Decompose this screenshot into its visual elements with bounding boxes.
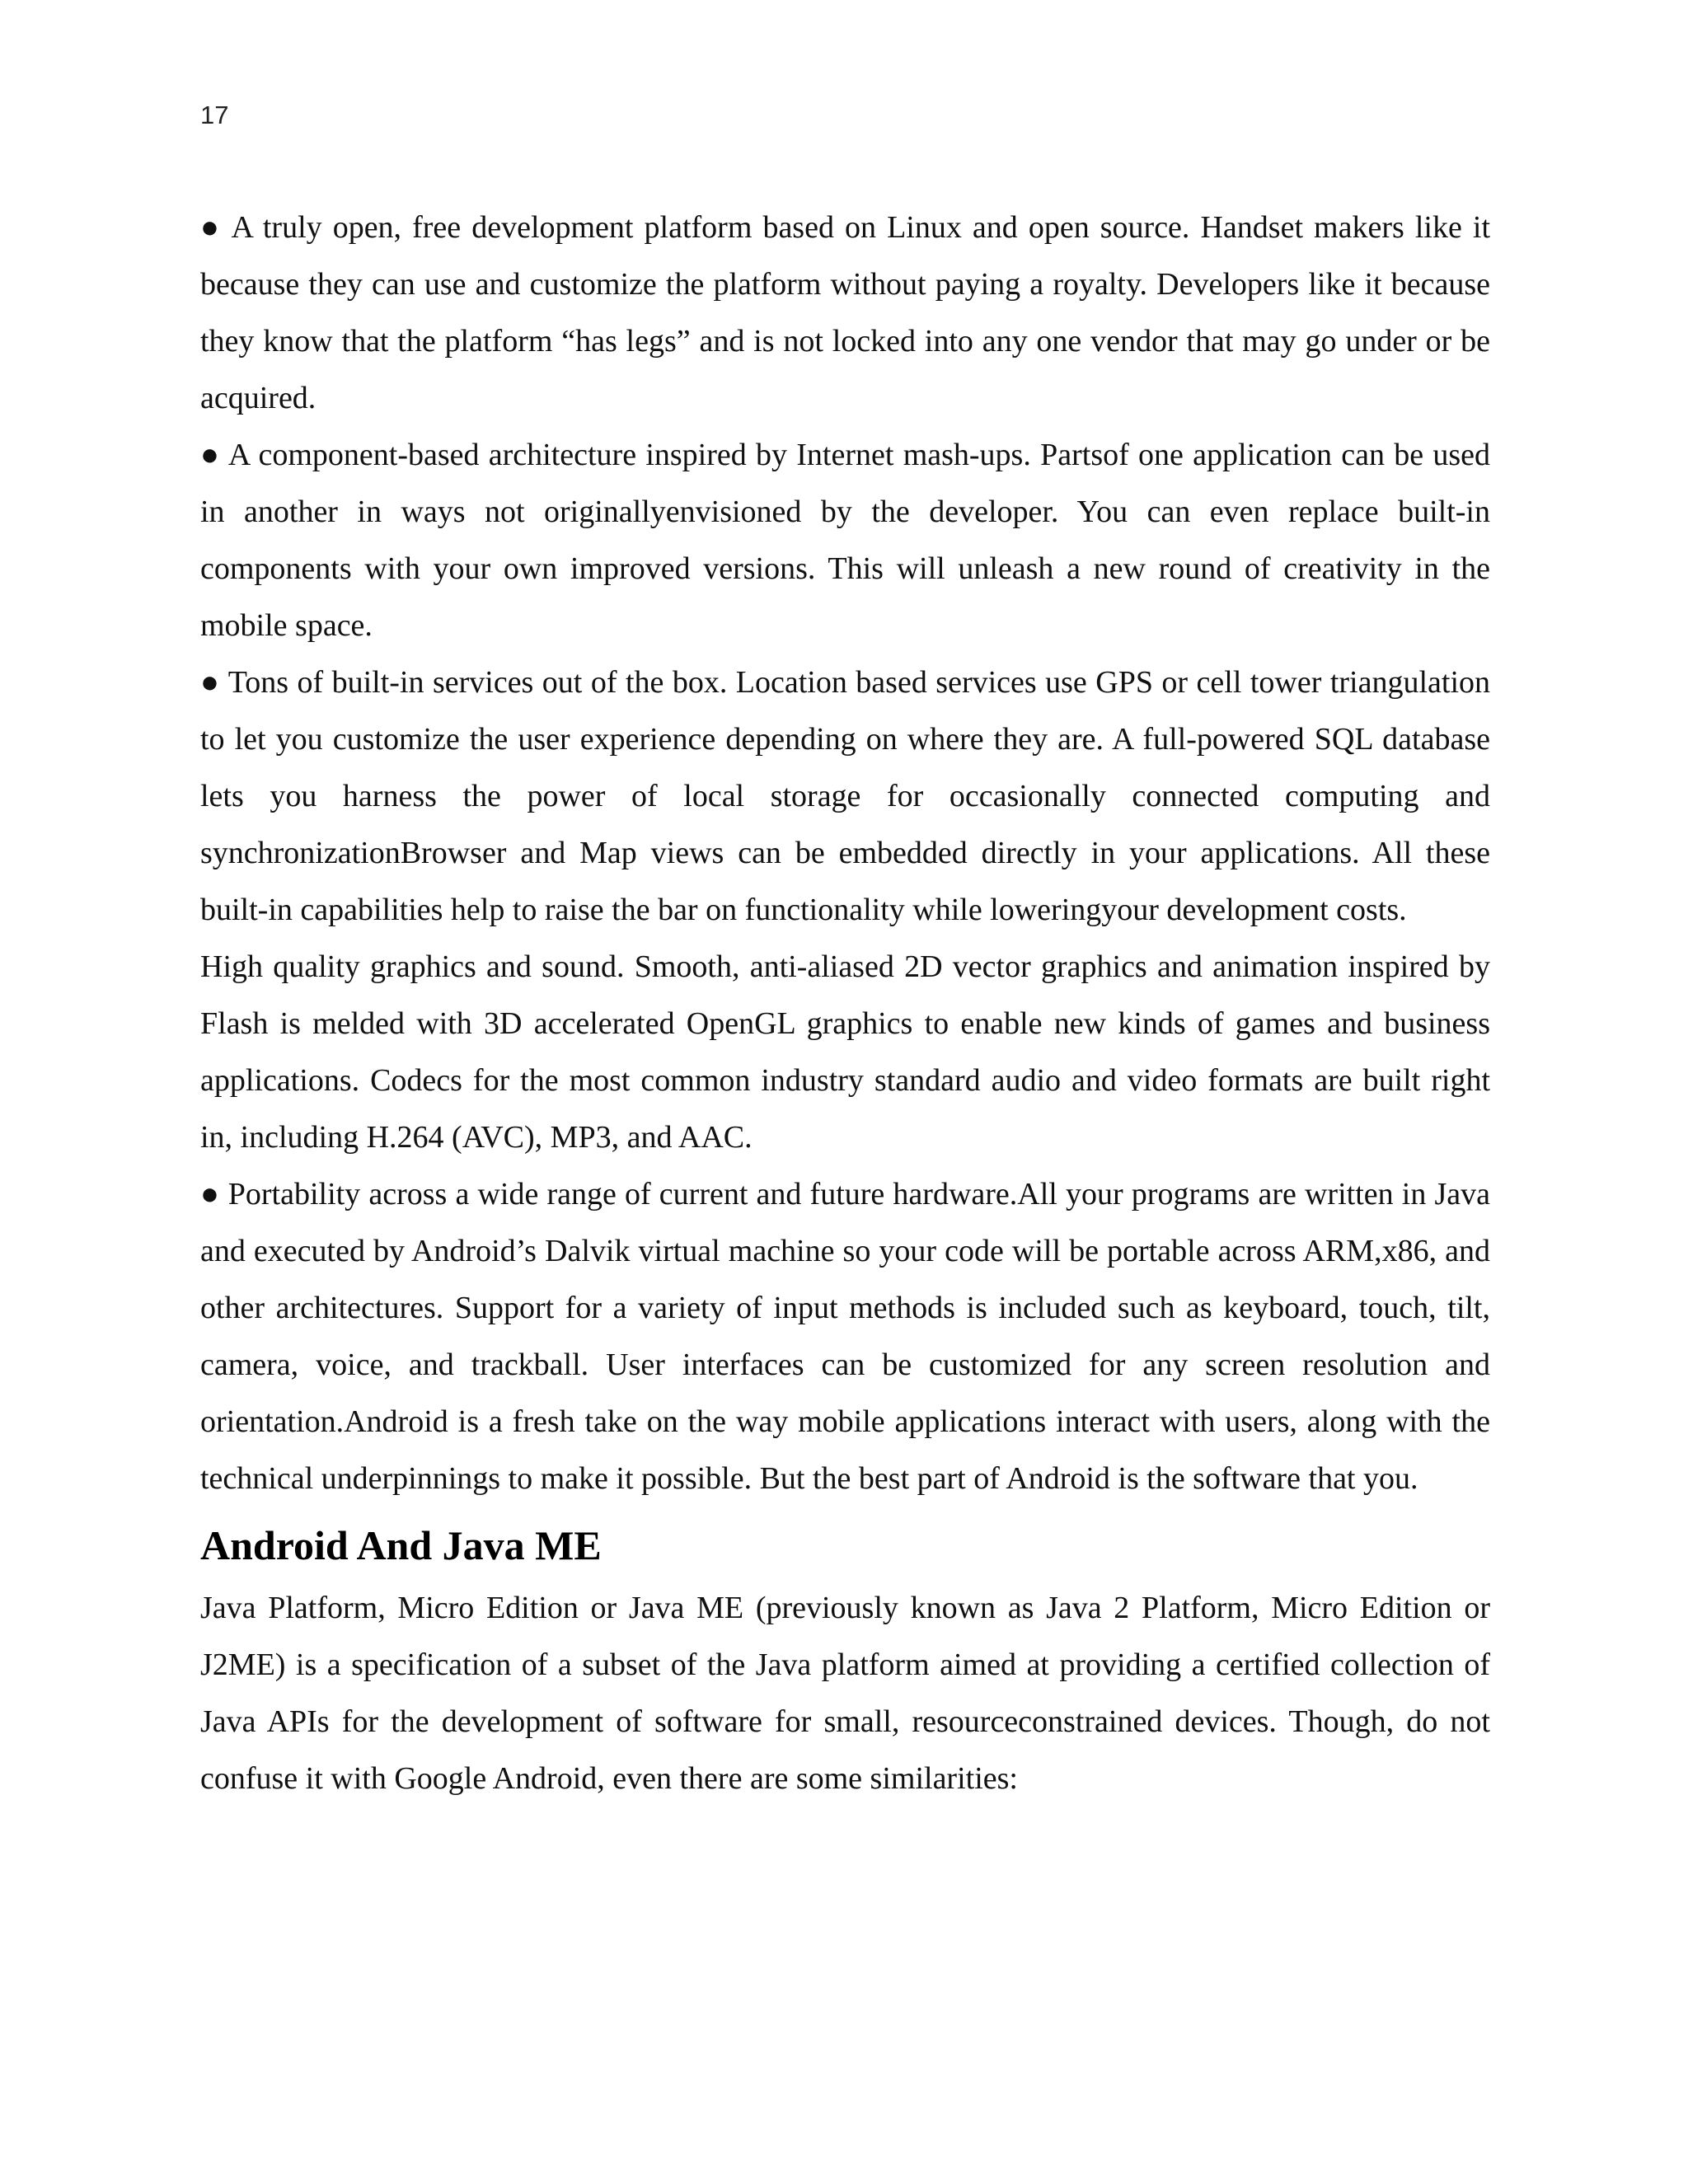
paragraph-graphics-sound: High quality graphics and sound. Smooth, anti-aliased 2D vector graphics and animation inspired by Flash is melded with 3D accelerated OpenGL graphics to enable new kinds of games and business applications. Codecs for the most common industry standard audio and video formats are built right in, including H.264 (AVC), MP3, and AAC.: [200, 949, 1490, 1155]
section-heading: Android And Java ME: [200, 1522, 602, 1568]
paragraph-open-platform: ● A truly open, free development platform based on Linux and open source. Handset makers like it because they can use and customize the platform without paying a royalty. Developers like it because they know that the platform “has legs” and is not locked into any one vendor that may go under or be acquired.: [200, 210, 1490, 415]
paragraph-built-in-services: ● Tons of built-in services out of the box. Location based services use GPS or cell tower triangulation to let you customize the user experience depending on where they are. A full-powered SQL database lets you harness the power of local storage for occasionally connected computing and synchronizationBrowser and Map views can be embedded directly in your applications. All these built-in capabilities help to raise the bar on functionality while loweringyour development costs.: [200, 665, 1490, 927]
paragraph-component-architecture: ● A component-based architecture inspired by Internet mash-ups. Partsof one application can be used in another in ways not originallyenvisioned by the developer. You can even replace built-in components with your own improved versions. This will unleash a new round of creativity in the mobile space.: [200, 438, 1490, 643]
page-number: 17: [200, 101, 229, 129]
paragraph-portability: ● Portability across a wide range of current and future hardware.All your programs are written in Java and executed by Android’s Dalvik virtual machine so your code will be portable across ARM,x86, and other architectures. Support for a variety of input methods is included such as keyboard, touch, tilt, camera, voice, and trackball. User interfaces can be customized for any screen resolution and orientation.Android is a fresh take on the way mobile applications interact with users, along with the technical underpinnings to make it possible. But the best part of Android is the software that you.: [200, 1177, 1490, 1496]
paragraph-java-me: Java Platform, Micro Edition or Java ME (previously known as Java 2 Platform, Micro Edition or J2ME) is a specification of a subset of the Java platform aimed at providing a certified collection of Java APIs for the development of software for small, resourceconstrained devices. Though, do not confuse it with Google Android, even there are some similarities:: [200, 1591, 1490, 1796]
page-body: [200, 199, 1490, 1807]
